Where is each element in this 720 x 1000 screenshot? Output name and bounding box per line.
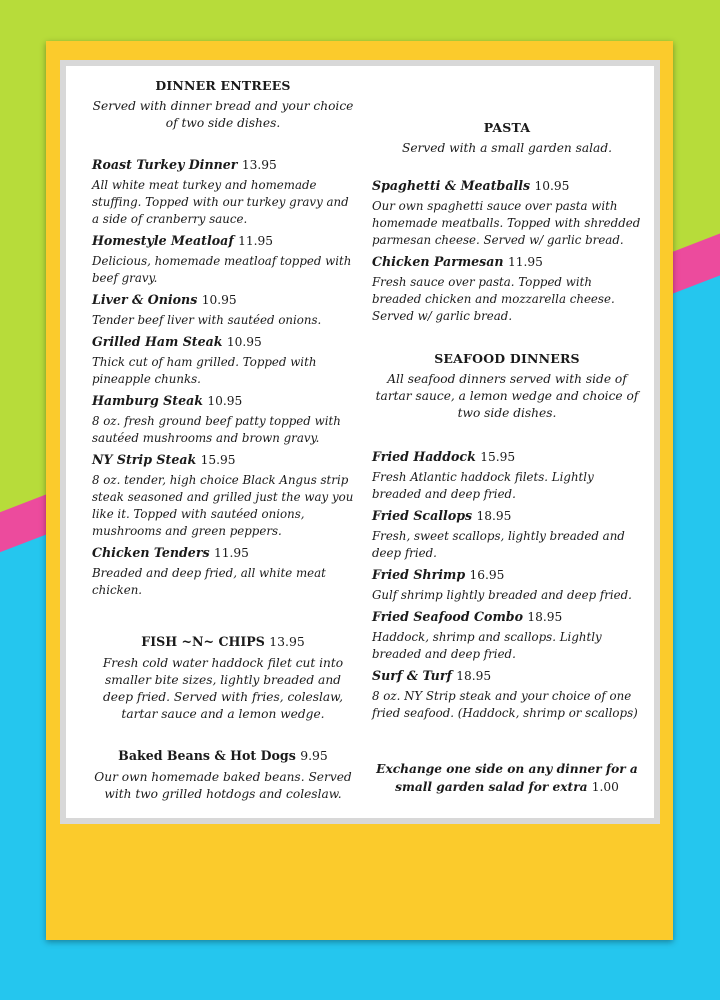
- menu-item: [92, 392, 354, 447]
- side-exchange-price: 1.00: [591, 780, 619, 794]
- left-column: [92, 78, 354, 803]
- right-column: [372, 120, 642, 796]
- item-name: Homestyle Meatloaf: [92, 233, 234, 248]
- menu-item: [372, 448, 642, 503]
- item-name: Roast Turkey Dinner: [92, 157, 238, 172]
- item-name: Spaghetti & Meatballs: [372, 178, 531, 193]
- item-description: Fresh Atlantic haddock filets. Lightly breaded and deep fried.: [372, 470, 594, 501]
- menu-item: [92, 451, 354, 540]
- item-description: Thick cut of ham grilled. Topped with pineapple chunks.: [92, 355, 317, 386]
- item-description: Haddock, shrimp and scallops. Lightly breaded and deep fried.: [372, 630, 602, 661]
- item-name: Fried Scallops: [372, 508, 473, 523]
- item-name: Fried Haddock: [372, 449, 476, 464]
- item-description: Tender beef liver with sautéed onions.: [92, 313, 322, 327]
- section-title-dinner-entrees: DINNER ENTREES: [155, 78, 291, 93]
- item-price: 18.95: [527, 610, 563, 624]
- item-description: Breaded and deep fried, all white meat chicken.: [92, 566, 326, 597]
- item-description: Delicious, homemade meatloaf topped with beef gravy.: [92, 254, 352, 285]
- item-description: 8 oz. tender, high choice Black Angus strip steak seasoned and grilled just the way you like it. Topped with sautéed onions, mushrooms and green peppers.: [92, 473, 354, 538]
- item-price: 18.95: [476, 509, 512, 523]
- item-name: Chicken Tenders: [92, 545, 210, 560]
- item-name: NY Strip Steak: [92, 452, 197, 467]
- item-price: 13.95: [269, 634, 305, 649]
- fish-chips-description: Fresh cold water haddock filet cut into smaller bite sizes, lightly breaded and deep fried. Served with fries, coleslaw, tartar sauce and a lemon wedge.: [102, 656, 344, 721]
- menu-item: [372, 667, 642, 722]
- fish-chips-heading: [92, 633, 354, 651]
- item-description: Our own spaghetti sauce over pasta with homemade meatballs. Topped with shredded parmesan cheese. Served w/ garlic bread.: [372, 199, 641, 247]
- menu-item: [372, 253, 642, 325]
- item-price: 10.95: [207, 394, 243, 408]
- item-description: All white meat turkey and homemade stuffing. Topped with our turkey gravy and a side of cranberry sauce.: [92, 178, 349, 226]
- menu-item: [92, 333, 354, 388]
- item-description: Gulf shrimp lightly breaded and deep fried.: [372, 588, 632, 602]
- item-price: 9.95: [300, 748, 328, 763]
- item-name: Hamburg Steak: [92, 393, 203, 408]
- item-price: 10.95: [226, 335, 262, 349]
- section-title-seafood: SEAFOOD DINNERS: [434, 351, 580, 366]
- section-subtitle-pasta: Served with a small garden salad.: [402, 141, 612, 155]
- menu-item: [92, 232, 354, 287]
- side-exchange-text: Exchange one side on any dinner for a small garden salad for extra: [376, 762, 638, 794]
- menu-page: [66, 66, 654, 818]
- item-price: 13.95: [241, 158, 277, 172]
- item-price: 18.95: [456, 669, 492, 683]
- item-price: 11.95: [507, 255, 543, 269]
- item-name: Fried Seafood Combo: [372, 609, 523, 624]
- beans-hotdogs-heading: [92, 747, 354, 765]
- item-description: 8 oz. NY Strip steak and your choice of one fried seafood. (Haddock, shrimp or scallops): [372, 689, 638, 720]
- item-description: 8 oz. fresh ground beef patty topped with sautéed mushrooms and brown gravy.: [92, 414, 341, 445]
- menu-item: [92, 291, 354, 329]
- item-price: 11.95: [213, 546, 249, 560]
- item-name: Chicken Parmesan: [372, 254, 504, 269]
- item-price: 10.95: [201, 293, 237, 307]
- section-subtitle-dinner-entrees: Served with dinner bread and your choice of two side dishes.: [92, 99, 354, 130]
- item-name: Surf & Turf: [372, 668, 452, 683]
- item-description: Fresh, sweet scallops, lightly breaded and deep fried.: [372, 529, 625, 560]
- menu-item: [92, 544, 354, 599]
- item-price: 16.95: [469, 568, 505, 582]
- menu-item: [372, 177, 642, 249]
- item-price: 15.95: [200, 453, 236, 467]
- menu-item: [92, 156, 354, 228]
- item-price: 10.95: [534, 179, 570, 193]
- beans-hotdogs-description: Our own homemade baked beans. Served with two grilled hotdogs and coleslaw.: [94, 770, 352, 801]
- item-description: Fresh sauce over pasta. Topped with breaded chicken and mozzarella cheese. Served w/ garlic bread.: [372, 275, 615, 323]
- item-price: 15.95: [480, 450, 516, 464]
- item-name: Fried Shrimp: [372, 567, 466, 582]
- item-name: Baked Beans & Hot Dogs: [118, 748, 296, 763]
- side-exchange-note: [372, 760, 642, 796]
- item-price: 11.95: [238, 234, 274, 248]
- item-name: Liver & Onions: [92, 292, 198, 307]
- menu-item: [372, 608, 642, 663]
- section-subtitle-seafood: All seafood dinners served with side of tartar sauce, a lemon wedge and choice of two side dishes.: [375, 372, 639, 420]
- menu-item: [372, 507, 642, 562]
- item-name: Grilled Ham Steak: [92, 334, 223, 349]
- section-title-pasta: PASTA: [483, 120, 531, 135]
- menu-item: [372, 566, 642, 604]
- item-name: FISH ~N~ CHIPS: [141, 634, 265, 649]
